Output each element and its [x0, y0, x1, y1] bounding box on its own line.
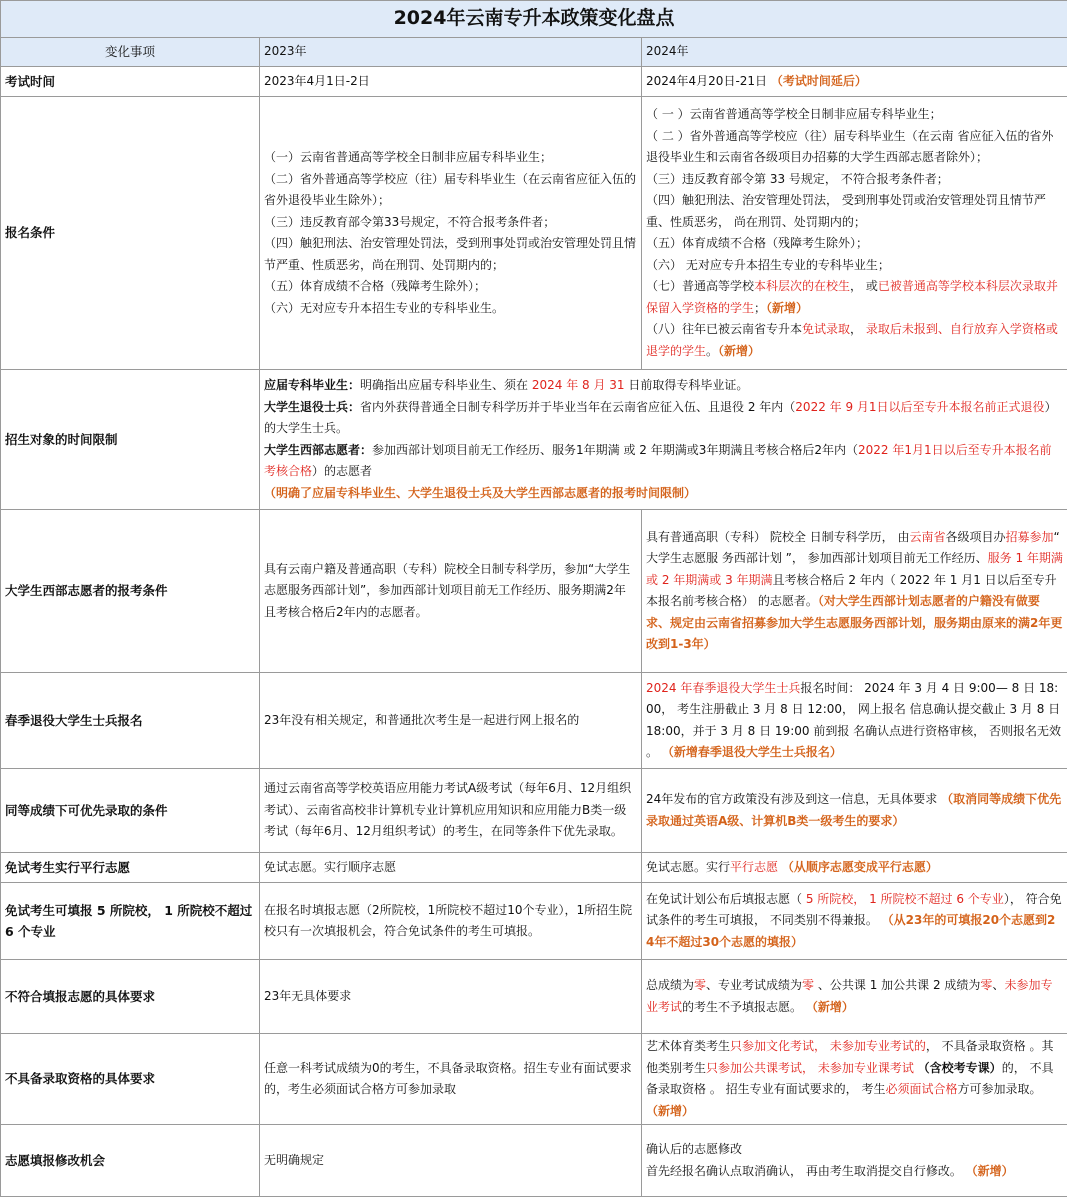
- list-item: （ 二 ）省外普通高等学校应（往）届专科毕业生（在云南 省应征入伍的省外退役毕业生和云南省各级项目办招募的大学生西部志愿者除外）；: [646, 128, 1054, 164]
- highlight-text: 2022 年1月1日以后至专升本报名前考核合格: [264, 442, 1052, 478]
- cell-2024: [642, 673, 1067, 769]
- cell-2023: [260, 97, 642, 370]
- highlight-text: 只参加文化考试， 未参加专业考试的: [730, 1039, 926, 1053]
- text-segment: 。: [706, 343, 719, 358]
- page-title: 2024年云南专升本政策变化盘点: [1, 1, 1067, 38]
- highlight-text: 零: [694, 978, 707, 992]
- change-note: （考试时间延后）: [770, 73, 867, 88]
- text-segment: ）的志愿者: [312, 464, 373, 478]
- change-note: （新增）: [718, 343, 761, 358]
- table-row: [1, 1034, 1067, 1125]
- highlight-text: 5 所院校， 1 所院校不超过 6 个专业: [802, 891, 1004, 906]
- text-segment: ，: [850, 322, 866, 336]
- row-label: 同等成绩下可优先录取的条件: [1, 769, 260, 853]
- list-item: [646, 319, 1063, 362]
- text-segment: 免试志愿。实行: [646, 859, 731, 874]
- list-item: [646, 1161, 1063, 1183]
- text-segment: 明确指出应届专科毕业生、须在: [360, 378, 532, 392]
- text-segment: 24年发布的官方政策没有涉及到这一信息，无具体要求: [646, 792, 942, 806]
- text-segment: 首先经报名确认点取消确认， 再由考生取消提交自行修改。: [646, 1163, 966, 1178]
- list-item: [264, 440, 1063, 483]
- item-heading: 应届专科毕业生：: [264, 378, 361, 392]
- highlight-text: 免试录取: [802, 322, 851, 336]
- list-item: 确认后的志愿修改: [646, 1142, 743, 1156]
- text-segment: 具有普通高职（专科） 院校全 日制专科学历， 由: [646, 529, 910, 544]
- list-item: （一）云南省普通高等学校全日制非应届专科毕业生；: [264, 150, 553, 164]
- cell-2024: [642, 1125, 1067, 1197]
- highlight-text: 2024 年春季退役大学生士兵: [646, 680, 801, 695]
- highlight-text: 必须面试合格: [885, 1082, 958, 1096]
- change-note: （对大学生西部计划志愿者的户籍没有做要求、规定由云南省招募参加大学生志愿服务西部计划，服务期由原来的满2年更改到1-3年）: [646, 594, 1063, 651]
- text-segment: 艺术体育类考生: [646, 1039, 731, 1053]
- highlight-text: 已被普通高等学校本科层次录取并保留入学资格的学生: [646, 279, 1058, 315]
- highlight-text: 本科层次的在校生: [754, 279, 851, 293]
- row-label: 春季退役大学生士兵报名: [1, 673, 260, 769]
- cell-2023: 2023年4月1日-2日: [260, 67, 642, 97]
- change-note: （从23年的可填报20个志愿到24年不超过30个志愿的填报）: [646, 913, 1056, 949]
- item-heading: 大学生退役士兵：: [264, 399, 361, 414]
- list-item: （三）违反教育部令第 33 号规定， 不符合报考条件者；: [646, 171, 949, 186]
- row-label: 不具备录取资格的具体要求: [1, 1034, 260, 1125]
- cell-2024: [642, 67, 1067, 97]
- text-segment: 、: [992, 978, 1005, 992]
- text-segment: 、专业考试成绩为: [706, 978, 803, 992]
- highlight-text: 2022 年 9 月1日以后至专升本报名前正式退役: [795, 399, 1045, 414]
- highlight-text: 录取后未报到、自行放弃入学资格或退学的学生: [646, 322, 1058, 358]
- row-label: 不符合填报志愿的具体要求: [1, 960, 260, 1034]
- text-segment: 、公共课 1 加公共课 2 成绩为: [814, 978, 981, 992]
- cell-2024: [642, 883, 1067, 960]
- change-note: （新增）: [965, 1163, 1014, 1178]
- bold-text: （含校考专课）: [917, 1060, 1002, 1075]
- table-row: [1, 769, 1067, 853]
- text-segment: 各级项目办: [945, 529, 1006, 544]
- cell-2023: 无明确规定: [260, 1125, 642, 1197]
- cell-2023: 免试志愿。实行顺序志愿: [260, 853, 642, 883]
- table-row: [1, 673, 1067, 769]
- highlight-text: 未参加专业考试: [646, 978, 1053, 1014]
- list-item: （二）省外普通高等学校应（往）届专科毕业生（在云南省应征入伍的省外退役毕业生除外）；: [264, 171, 637, 207]
- item-heading: 大学生西部志愿者：: [264, 442, 373, 457]
- list-item: [264, 375, 1063, 397]
- highlight-text: 零: [802, 978, 815, 992]
- text-segment: 参加西部计划项目前无工作经历、服务1年期满 或 2 年期满或3年期满且考核合格后2年内（: [372, 442, 859, 457]
- list-item: [646, 276, 1063, 319]
- list-item: （五）体育成绩不合格（残障考生除外）；: [646, 236, 869, 250]
- text-segment: 在免试计划公布后填报志愿（: [646, 891, 803, 906]
- change-note: （从顺序志愿变成平行志愿）: [781, 859, 938, 874]
- table-row: [1, 1125, 1067, 1197]
- text-segment: 省内外获得普通全日制专科学历并于毕业当年在云南省应征入伍、且退役 2 年内（: [360, 399, 796, 414]
- table-row: [1, 883, 1067, 960]
- text-segment: ）的大学生士兵。: [264, 399, 1057, 435]
- text-segment: 且考核合格后 2 年内（ 2022 年 1 月1 日以后至专升本报名前考核合格） 的志愿者。: [646, 572, 1057, 608]
- table-row: [1, 97, 1067, 370]
- header-2024: 2024年: [642, 38, 1067, 67]
- row-label: 志愿填报修改机会: [1, 1125, 260, 1197]
- table-row: [1, 67, 1067, 97]
- row-label: 免试考生实行平行志愿: [1, 853, 260, 883]
- highlight-text: 招募参加: [1005, 529, 1054, 544]
- cell-2023: 具有云南户籍及普通高职（专科）院校全日制专科学历，参加“大学生志愿服务西部计划”，参加西部计划项目前无工作经历、服务期满2年且考核合格后2年内的志愿者。: [260, 510, 642, 673]
- text-segment: 总成绩为: [646, 978, 695, 992]
- cell-2024: [642, 510, 1067, 673]
- cell-2023: 在报名时填报志愿（2所院校，1所院校不超过10个专业），1所招生院校只有一次填报机会，符合免试条件的考生可填报。: [260, 883, 642, 960]
- row-label: 考试时间: [1, 67, 260, 97]
- text-segment: “ 大学生志愿服 务西部计划 ”， 参加西部计划项目前无工作经历、: [646, 529, 1060, 565]
- text-segment: 日前取得专科毕业证。: [624, 378, 749, 392]
- row-label: 招生对象的时间限制: [1, 370, 260, 510]
- change-note: （新增春季退役大学生士兵报名）: [661, 745, 842, 759]
- change-note: （明确了应届专科毕业生、大学生退役士兵及大学生西部志愿者的报考时间限制）: [264, 485, 697, 500]
- list-item: （六） 无对应专升本招生专业的专科毕业生；: [646, 257, 890, 272]
- table-row: [1, 960, 1067, 1034]
- cell-merged: [260, 370, 1067, 510]
- change-note: （新增）: [766, 300, 809, 315]
- list-item: （四）触犯刑法、治安管理处罚法，受到刑事处罚或治安管理处罚且情节严重、性质恶劣，尚在刑罚、处罚期内的；: [264, 236, 637, 272]
- text-segment: （七）普通高等学校: [646, 279, 755, 293]
- text-segment: 的， 不具备录取资格 。 招生专业有面试要求的， 考生: [646, 1060, 1054, 1096]
- text-segment: 的考生不予填报志愿。: [682, 999, 806, 1014]
- list-item: （四）触犯刑法、治安管理处罚法， 受到刑事处罚或治安管理处罚且情节严重、性质恶劣， 尚在刑罚、处罚期内的；: [646, 193, 1046, 229]
- list-item: （六）无对应专升本招生专业的专科毕业生。: [264, 300, 505, 315]
- text-segment: （八）往年已被云南省专升本: [646, 322, 803, 336]
- highlight-text: 只参加公共课考试， 未参加专业课考试: [706, 1060, 914, 1075]
- cell-2024: [642, 853, 1067, 883]
- cell-2024: [642, 960, 1067, 1034]
- text-segment: 方可参加录取。: [957, 1082, 1042, 1096]
- cell-2023: 23年无具体要求: [260, 960, 642, 1034]
- header-item: 变化事项: [1, 38, 260, 67]
- highlight-text: 云南省: [909, 529, 946, 544]
- cell-2023: 通过云南省高等学校英语应用能力考试A级考试（每年6月、12月组织考试）、云南省高校非计算机专业计算机应用知识和应用能力B类一级考试（每年6月、12月组织考试）的考生，在同等条件下优先录取。: [260, 769, 642, 853]
- cell-2023: 23年没有相关规定，和普通批次考生是一起进行网上报名的: [260, 673, 642, 769]
- row-label: 大学生西部志愿者的报考条件: [1, 510, 260, 673]
- cell-2024: [642, 1034, 1067, 1125]
- highlight-text: 平行志愿: [730, 859, 779, 874]
- text-segment: ， 或: [850, 279, 878, 293]
- table-row: [1, 510, 1067, 673]
- text-segment: ）， 符合免试条件的考生可填报， 不同类别不得兼报。: [646, 891, 1062, 928]
- list-item: （ 一 ）云南省普通高等学校全日制非应届专科毕业生；: [646, 107, 942, 121]
- text-segment: 报名时间： 2024 年 3 月 4 日 9:00— 8 日 18:00， 考生注册截止 3 月 8 日 12:00， 网上报名 信息确认提交截止 3 月 8 日 18:00，并于 3 月 8 日 19:00 前到报 名确认点进行资格审核， 否则报名无效 。: [646, 680, 1061, 759]
- cell-2024: [642, 97, 1067, 370]
- header-2023: 2023年: [260, 38, 642, 67]
- cell-2023: 任意一科考试成绩为0的考生，不具备录取资格。招生专业有面试要求的，考生必须面试合格方可参加录取: [260, 1034, 642, 1125]
- table-row: [1, 370, 1067, 510]
- highlight-text: 2024 年 8 月 31: [531, 378, 625, 392]
- cell-2024: [642, 769, 1067, 853]
- text-segment: ；: [754, 300, 767, 315]
- highlight-text: 服务 1 年期满 或 2 年期满或 3 年期满: [646, 551, 1063, 587]
- change-note: （新增）: [805, 999, 854, 1014]
- change-note: （新增）: [646, 1103, 695, 1118]
- row-label: 报名条件: [1, 97, 260, 370]
- list-item: （五）体育成绩不合格（残障考生除外）；: [264, 279, 487, 293]
- list-item: [264, 397, 1063, 440]
- row-label: 免试考生可填报 5 所院校， 1 所院校不超过 6 个专业: [1, 883, 260, 960]
- header-row: [1, 38, 1067, 67]
- text-segment: 2024年4月20日-21日: [646, 73, 771, 88]
- list-item: （三）违反教育部令第33号规定，不符合报考条件者；: [264, 214, 556, 229]
- text-segment: ， 不具备录取资格 。其他类别考生: [646, 1039, 1054, 1075]
- highlight-text: 零: [980, 978, 993, 992]
- table-row: [1, 853, 1067, 883]
- change-note: （取消同等成绩下优先录取通过英语A级、计算机B类一级考生的要求）: [646, 792, 1062, 828]
